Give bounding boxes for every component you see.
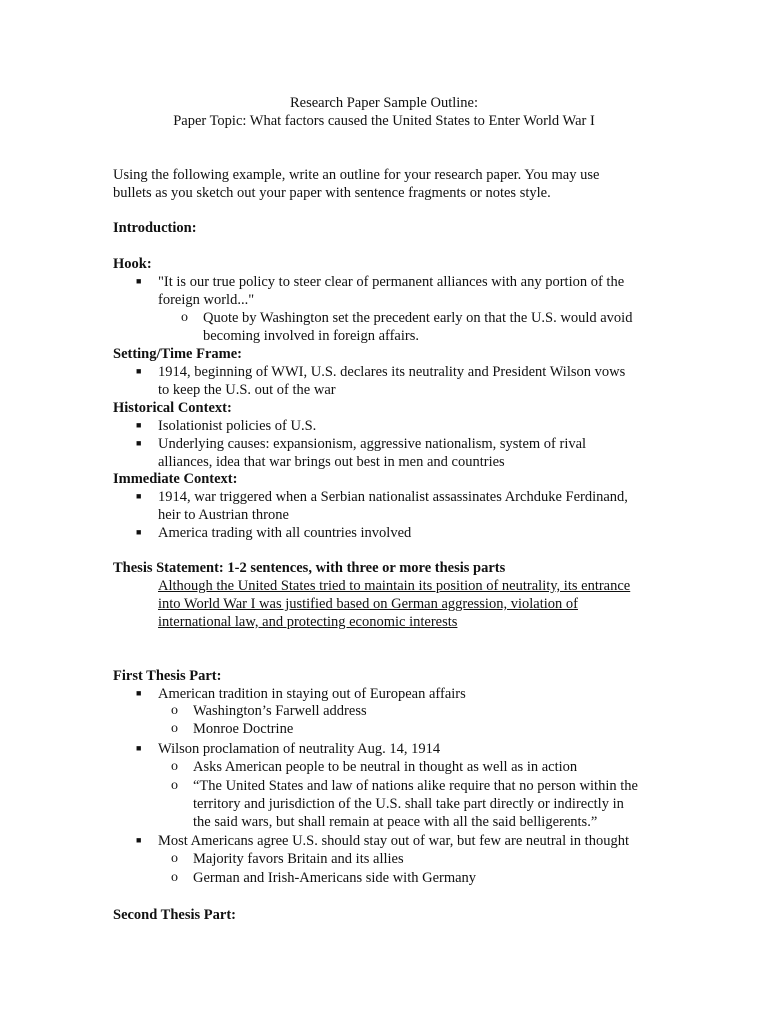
paper-topic: Paper Topic: What factors caused the United States to Enter World War I bbox=[173, 113, 595, 129]
first-part-bullet-3: Most Americans agree U.S. should stay out of war, but few are neutral in thought bbox=[158, 833, 629, 849]
circle-bullet-icon: o bbox=[171, 721, 178, 736]
first-part-bullet-3-sub-2: German and Irish-Americans side with Germany bbox=[193, 870, 477, 886]
first-part-bullet-2: Wilson proclamation of neutrality Aug. 14, 1914 bbox=[158, 741, 441, 757]
hook-heading: Hook: bbox=[113, 256, 152, 272]
historical-item-2-line-2: alliances, idea that war brings out best in men and countries bbox=[158, 454, 505, 470]
circle-bullet-icon: o bbox=[171, 703, 178, 718]
setting-item-line-2: to keep the U.S. out of the war bbox=[158, 382, 336, 398]
circle-bullet-icon: o bbox=[171, 851, 178, 866]
bullet-icon: ■ bbox=[136, 743, 142, 753]
bullet-icon: ■ bbox=[136, 276, 142, 286]
first-part-bullet-2-sub-2-line-2: territory and jurisdiction of the U.S. shall take part directly or indirectly in bbox=[193, 796, 624, 812]
immediate-item-1-line-2: heir to Austrian throne bbox=[158, 507, 289, 523]
first-part-bullet-2-sub-1: Asks American people to be neutral in thought as well as in action bbox=[193, 759, 578, 775]
thesis-line-1: Although the United States tried to maintain its position of neutrality, its entrance bbox=[158, 578, 631, 594]
document-title: Research Paper Sample Outline: bbox=[289, 95, 479, 111]
first-part-bullet-3-sub-1: Majority favors Britain and its allies bbox=[193, 851, 404, 867]
instructions-line-2: bullets as you sketch out your paper with sentence fragments or notes style. bbox=[113, 185, 551, 201]
thesis-heading: Thesis Statement: 1-2 sentences, with three or more thesis parts bbox=[113, 560, 506, 576]
historical-heading: Historical Context: bbox=[113, 400, 232, 416]
second-part-heading: Second Thesis Part: bbox=[113, 907, 236, 923]
hook-sub-line-2: becoming involved in foreign affairs. bbox=[203, 328, 419, 344]
thesis-line-2: into World War I was justified based on German aggression, violation of bbox=[158, 596, 578, 612]
first-part-heading: First Thesis Part: bbox=[113, 668, 222, 684]
bullet-icon: ■ bbox=[136, 420, 142, 430]
historical-item-2-line-1: Underlying causes: expansionism, aggressive nationalism, system of rival bbox=[158, 436, 587, 452]
historical-item-1: Isolationist policies of U.S. bbox=[158, 418, 317, 434]
introduction-heading: Introduction: bbox=[113, 220, 197, 236]
circle-bullet-icon: o bbox=[181, 310, 188, 325]
setting-item-line-1: 1914, beginning of WWI, U.S. declares its neutrality and President Wilson vows bbox=[158, 364, 626, 380]
immediate-item-2: America trading with all countries involved bbox=[158, 525, 412, 541]
circle-bullet-icon: o bbox=[171, 759, 178, 774]
bullet-icon: ■ bbox=[136, 835, 142, 845]
first-part-bullet-1: American tradition in staying out of European affairs bbox=[158, 686, 466, 702]
first-part-bullet-1-sub-1: Washington’s Farwell address bbox=[193, 703, 367, 719]
setting-heading: Setting/Time Frame: bbox=[113, 346, 242, 362]
bullet-icon: ■ bbox=[136, 688, 142, 698]
bullet-icon: ■ bbox=[136, 491, 142, 501]
thesis-line-3: international law, and protecting economic interests bbox=[158, 614, 458, 630]
hook-quote-line-1: "It is our true policy to steer clear of permanent alliances with any portion of the bbox=[158, 274, 625, 290]
circle-bullet-icon: o bbox=[171, 870, 178, 885]
instructions-line-1: Using the following example, write an outline for your research paper. You may use bbox=[113, 167, 600, 183]
first-part-bullet-1-sub-2: Monroe Doctrine bbox=[193, 721, 294, 737]
bullet-icon: ■ bbox=[136, 438, 142, 448]
hook-quote-line-2: foreign world..." bbox=[158, 292, 255, 308]
hook-sub-line-1: Quote by Washington set the precedent early on that the U.S. would avoid bbox=[203, 310, 633, 326]
circle-bullet-icon: o bbox=[171, 778, 178, 793]
first-part-bullet-2-sub-2-line-3: the said wars, but shall remain at peace with all the said belligerents.” bbox=[193, 814, 598, 830]
bullet-icon: ■ bbox=[136, 366, 142, 376]
immediate-item-1-line-1: 1914, war triggered when a Serbian nationalist assassinates Archduke Ferdinand, bbox=[158, 489, 628, 505]
immediate-heading: Immediate Context: bbox=[113, 471, 238, 487]
first-part-bullet-2-sub-2-line-1: “The United States and law of nations alike require that no person within the bbox=[193, 778, 638, 794]
bullet-icon: ■ bbox=[136, 527, 142, 537]
